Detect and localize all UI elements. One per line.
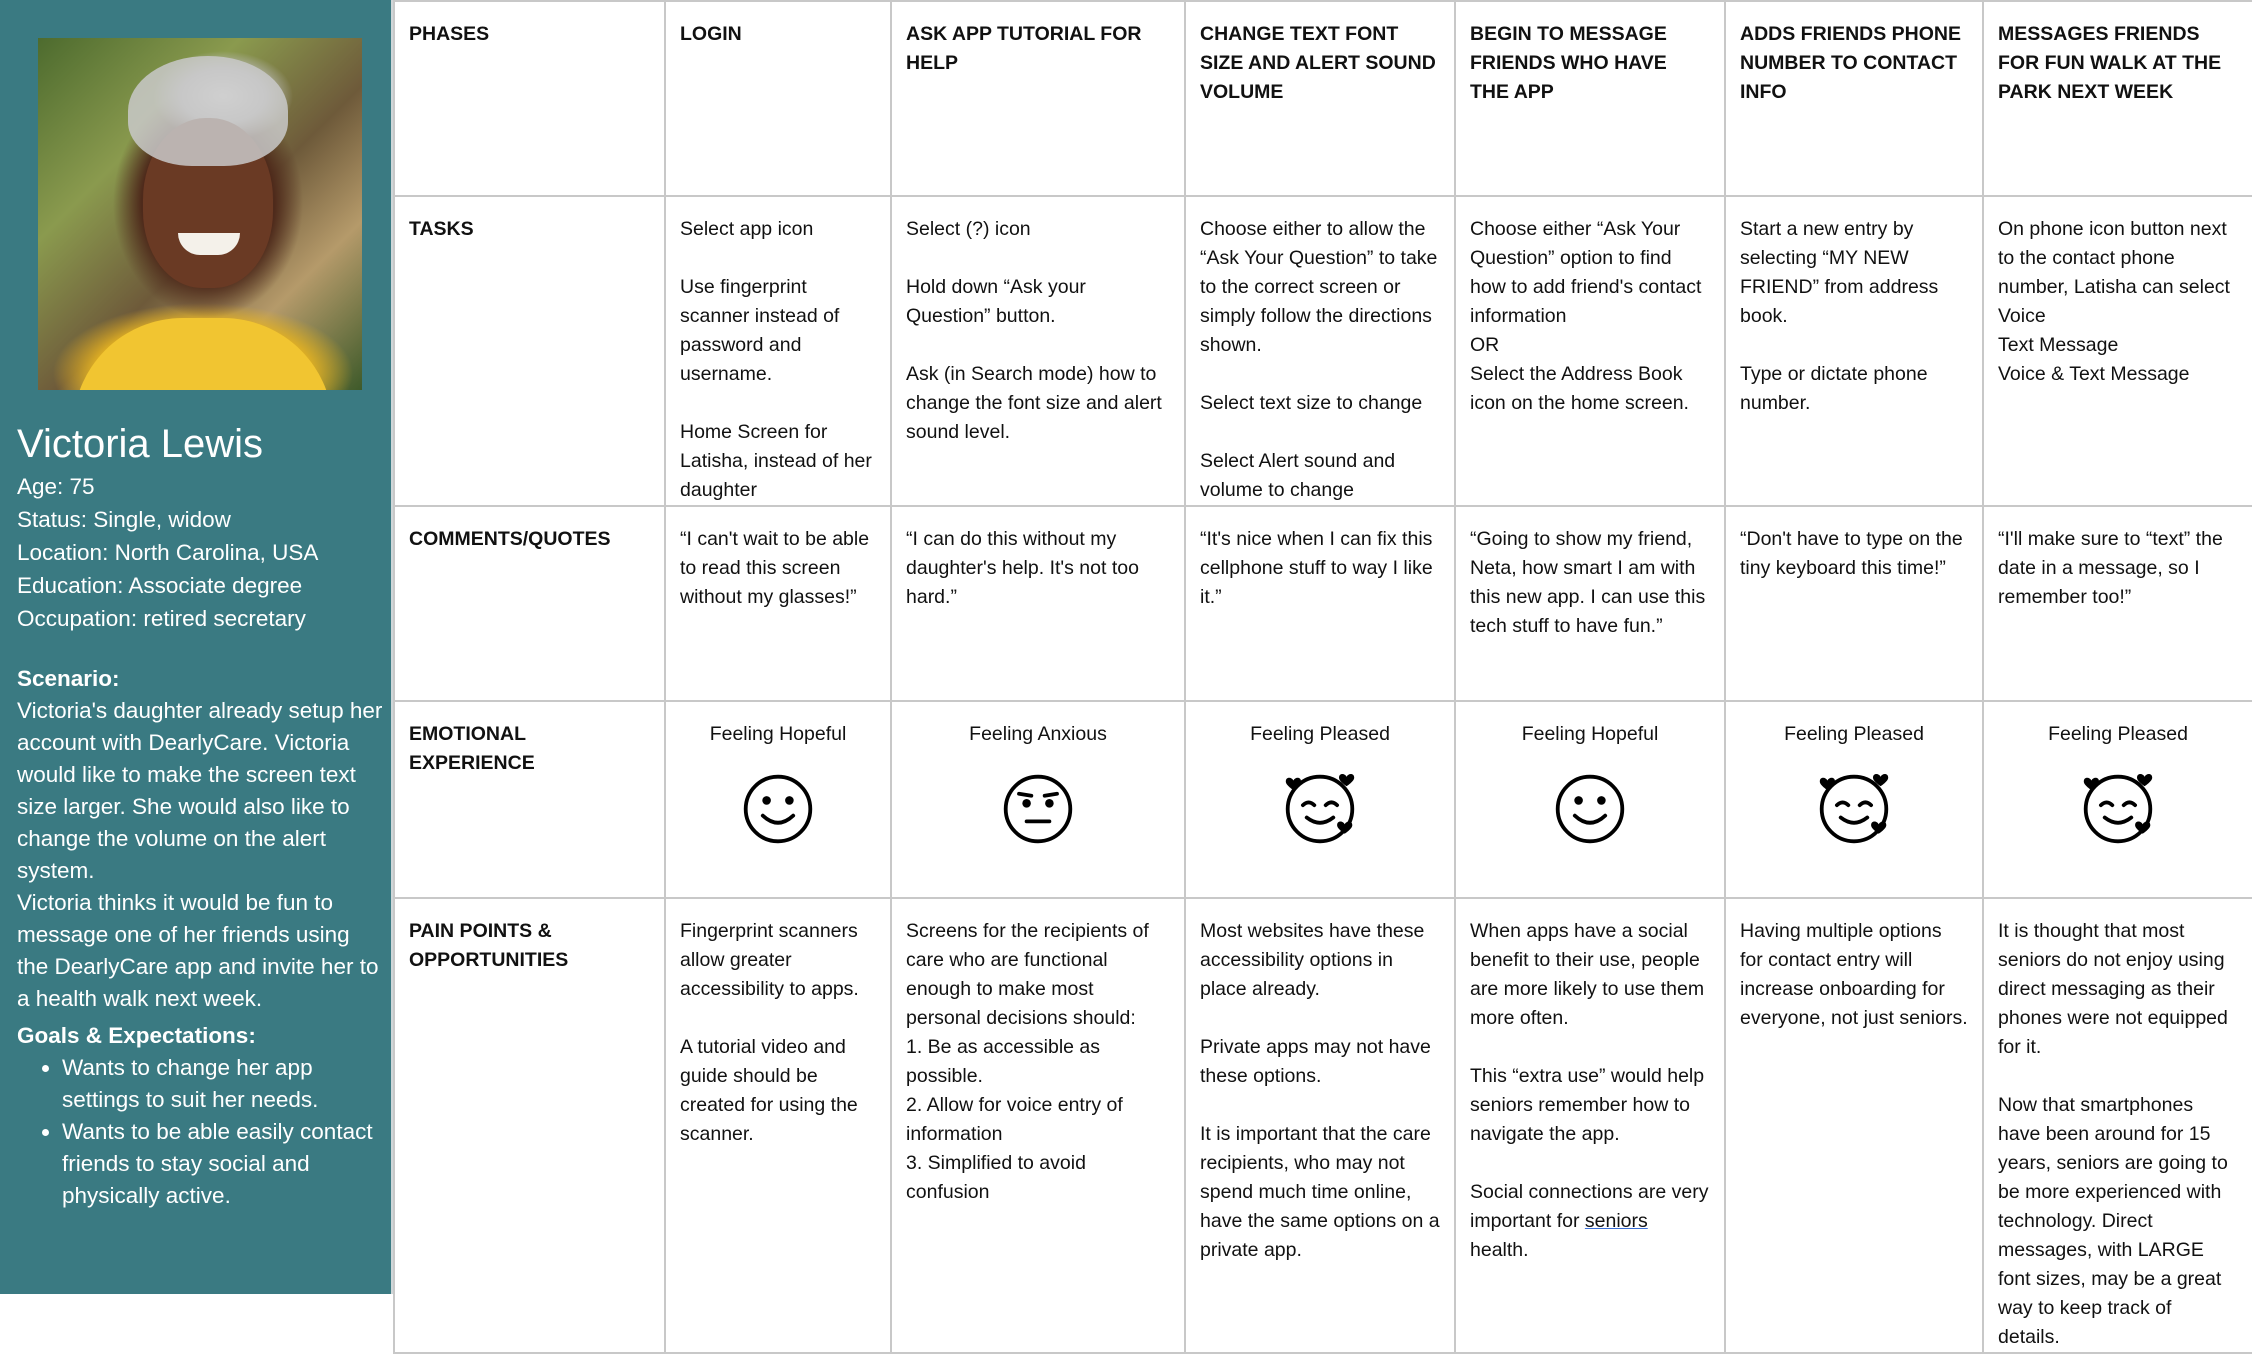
emotions-row xyxy=(394,701,2252,898)
emotion-label: Feeling Pleased xyxy=(1784,723,1924,745)
task-cell: Choose either “Ask Your Question” option to find how to add friend's contact information OR Select the Address Book icon on the home screen. xyxy=(1455,196,1725,506)
goals-list xyxy=(17,1052,387,1212)
comment-cell: “Going to show my friend, Neta, how smart I am with this new app. I can use this tech stuff to have fun.” xyxy=(1455,506,1725,701)
emotion-label: Feeling Hopeful xyxy=(709,723,847,745)
pain-point-cell: It is thought that most seniors do not enjoy using direct messaging as their phones were not equipped for it. Now that smartphones have been around for 15 years, seniors are going to be more experienced with technology. Direct messages, with LARGE font sizes, may be a great way to keep track of details. xyxy=(1983,898,2252,1353)
phase-add-phone: ADDS FRIENDS PHONE NUMBER TO CONTACT INFO xyxy=(1725,1,1983,196)
pain-point-cell: Most websites have these accessibility options in place already. Private apps may not have these options. It is important that the care recipients, who may not spend much time online, have the same options on a private app. xyxy=(1185,898,1455,1353)
comments-row xyxy=(394,506,2252,701)
row-header-emotional: EMOTIONAL EXPERIENCE xyxy=(394,701,665,898)
pain-point-tail: health. xyxy=(1470,1239,1529,1261)
goal-item: • Wants to change her app settings to suit her needs. xyxy=(62,1052,387,1116)
emotion-label: Feeling Anxious xyxy=(969,723,1107,745)
row-header-phases: PHASES xyxy=(394,1,665,196)
scenario-heading: Scenario: xyxy=(17,666,120,691)
task-cell: Select app icon Use fingerprint scanner instead of password and username. Home Screen for Latisha, instead of her daughter xyxy=(665,196,891,506)
persona-location: Location: North Carolina, USA xyxy=(17,540,319,565)
emotion-label: Feeling Hopeful xyxy=(1521,723,1659,745)
emotion-cell xyxy=(1725,701,1983,898)
persona-scenario xyxy=(17,663,387,1015)
scenario-text-2: Victoria thinks it would be fun to message one of her friends using the DearlyCare app and invite her to a health walk next week. xyxy=(17,890,379,1011)
pain-point-cell xyxy=(1455,898,1725,1353)
task-cell: On phone icon button next to the contact phone number, Latisha can select Voice Text Message Voice & Text Message xyxy=(1983,196,2252,506)
row-header-pain: PAIN POINTS & OPPORTUNITIES xyxy=(394,898,665,1353)
persona-sidebar xyxy=(0,0,393,1294)
hearts-face-icon xyxy=(2080,771,2156,847)
persona-status: Status: Single, widow xyxy=(17,507,231,532)
emotion-label: Feeling Pleased xyxy=(2048,723,2188,745)
phases-row xyxy=(394,1,2252,196)
neutral-face-icon xyxy=(1000,771,1076,847)
persona-facts xyxy=(17,470,387,635)
comment-cell: “It's nice when I can fix this cellphone stuff to way I like it.” xyxy=(1185,506,1455,701)
pain-point-text: When apps have a social benefit to their use, people are more likely to use them more often. This “extra use” would help seniors remember how to navigate the app. Social connections are very important for xyxy=(1470,920,1709,1232)
phase-walk-invite: MESSAGES FRIENDS FOR FUN WALK AT THE PARK NEXT WEEK xyxy=(1983,1,2252,196)
emotion-cell xyxy=(1983,701,2252,898)
task-cell: Choose either to allow the “Ask Your Question” to take to the correct screen or simply follow the directions shown. Select text size to change Select Alert sound and volume to change xyxy=(1185,196,1455,506)
persona-name: Victoria Lewis xyxy=(17,422,264,466)
comment-cell: “Don't have to type on the tiny keyboard this time!” xyxy=(1725,506,1983,701)
goal-item: • Wants to be able easily contact friends to stay social and physically active. xyxy=(62,1116,387,1212)
journey-table xyxy=(393,0,2252,1354)
hearts-face-icon xyxy=(1282,771,1358,847)
comment-cell: “I can do this without my daughter's help. It's not too hard.” xyxy=(891,506,1185,701)
comment-cell: “I can't wait to be able to read this screen without my glasses!” xyxy=(665,506,891,701)
row-header-comments: COMMENTS/QUOTES xyxy=(394,506,665,701)
phase-message-friends: BEGIN TO MESSAGE FRIENDS WHO HAVE THE APP xyxy=(1455,1,1725,196)
phase-font-size: CHANGE TEXT FONT SIZE AND ALERT SOUND VOLUME xyxy=(1185,1,1455,196)
phase-login: LOGIN xyxy=(665,1,891,196)
emotion-cell xyxy=(1455,701,1725,898)
pain-points-row xyxy=(394,898,2252,1353)
scenario-text: Victoria's daughter already setup her account with DearlyCare. Victoria would like to make the screen text size larger. She would also like to change the volume on the alert system. xyxy=(17,698,383,883)
comment-cell: “I'll make sure to “text” the date in a message, so I remember too!” xyxy=(1983,506,2252,701)
row-header-tasks: TASKS xyxy=(394,196,665,506)
persona-photo xyxy=(38,38,362,390)
emotion-cell xyxy=(665,701,891,898)
task-cell: Select (?) icon Hold down “Ask your Question” button. Ask (in Search mode) how to change the font size and alert sound level. xyxy=(891,196,1185,506)
emotion-cell xyxy=(891,701,1185,898)
goals-heading: Goals & Expectations: xyxy=(17,1023,256,1048)
pain-point-cell: Fingerprint scanners allow greater accessibility to apps. A tutorial video and guide should be created for using the scanner. xyxy=(665,898,891,1353)
emotion-label: Feeling Pleased xyxy=(1250,723,1390,745)
phase-tutorial: ASK APP TUTORIAL FOR HELP xyxy=(891,1,1185,196)
persona-age: Age: 75 xyxy=(17,474,95,499)
pain-point-cell: Having multiple options for contact entry will increase onboarding for everyone, not just seniors. xyxy=(1725,898,1983,1353)
emotion-cell xyxy=(1185,701,1455,898)
pain-point-cell: Screens for the recipients of care who are functional enough to make most personal decisions should: 1. Be as accessible as possible. 2. Allow for voice entry of information 3. Simplified to avoid confusion xyxy=(891,898,1185,1353)
persona-goals xyxy=(17,1020,387,1212)
persona-occupation: Occupation: retired secretary xyxy=(17,606,306,631)
hearts-face-icon xyxy=(1816,771,1892,847)
spellcheck-underlined-word: seniors xyxy=(1584,1210,1648,1232)
smiley-face-icon xyxy=(1552,771,1628,847)
smiley-face-icon xyxy=(740,771,816,847)
task-cell: Start a new entry by selecting “MY NEW FRIEND” from address book. Type or dictate phone number. xyxy=(1725,196,1983,506)
persona-education: Education: Associate degree xyxy=(17,573,303,598)
tasks-row xyxy=(394,196,2252,506)
